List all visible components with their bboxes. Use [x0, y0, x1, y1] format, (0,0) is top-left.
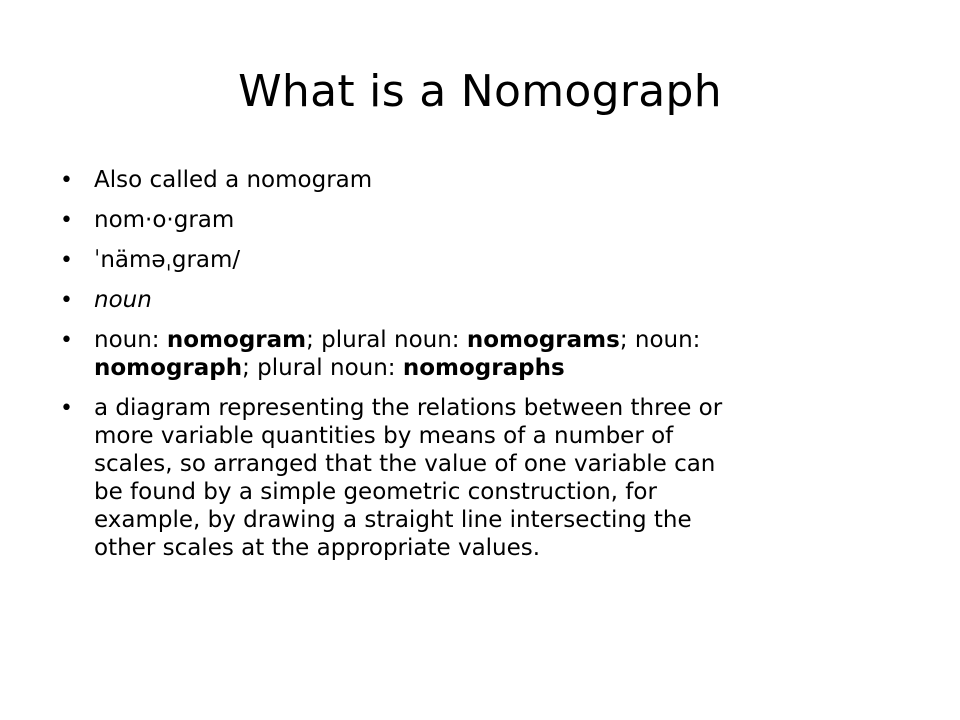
bullet-icon: •: [60, 208, 73, 233]
slide-title: What is a Nomograph: [238, 66, 722, 117]
label-plural-noun-2: ; plural noun:: [242, 355, 403, 381]
bullet-icon: •: [60, 288, 73, 313]
part-of-speech-text: noun: [94, 287, 152, 313]
label-noun-2: ; noun:: [619, 327, 701, 353]
list-item: [56, 246, 916, 274]
label-noun: noun:: [94, 327, 167, 353]
definition-line: be found by a simple geometric construction, for: [94, 479, 657, 505]
definition-line: other scales at the appropriate values.: [94, 535, 541, 561]
bullet-icon: •: [60, 396, 73, 421]
term-nomographs: nomographs: [402, 355, 565, 381]
term-nomograph: nomograph: [94, 355, 243, 381]
list-item: [56, 326, 916, 382]
definition-line: a diagram representing the relations between three or: [94, 395, 723, 421]
bullet-icon: •: [60, 168, 73, 193]
bullet-list: [56, 166, 916, 574]
list-item: [56, 286, 916, 314]
bullet-icon: •: [60, 248, 73, 273]
list-item: [56, 206, 916, 234]
definition-line: more variable quantities by means of a number of: [94, 423, 674, 449]
term-nomogram: nomogram: [166, 327, 307, 353]
term-nomograms: nomograms: [466, 327, 620, 353]
list-item: [56, 394, 916, 562]
pronunciation-text: ˈnäməˌgram/: [94, 247, 241, 273]
definition-text: [94, 395, 722, 561]
label-plural-noun: ; plural noun:: [306, 327, 467, 353]
bullet-text: nom·o·gram: [94, 207, 235, 233]
bullet-icon: •: [60, 328, 73, 353]
definition-forms: [94, 327, 700, 381]
definition-line: example, by drawing a straight line intersecting the: [94, 507, 692, 533]
list-item: [56, 166, 916, 194]
bullet-text: Also called a nomogram: [94, 167, 373, 193]
definition-line: scales, so arranged that the value of one variable can: [94, 451, 716, 477]
